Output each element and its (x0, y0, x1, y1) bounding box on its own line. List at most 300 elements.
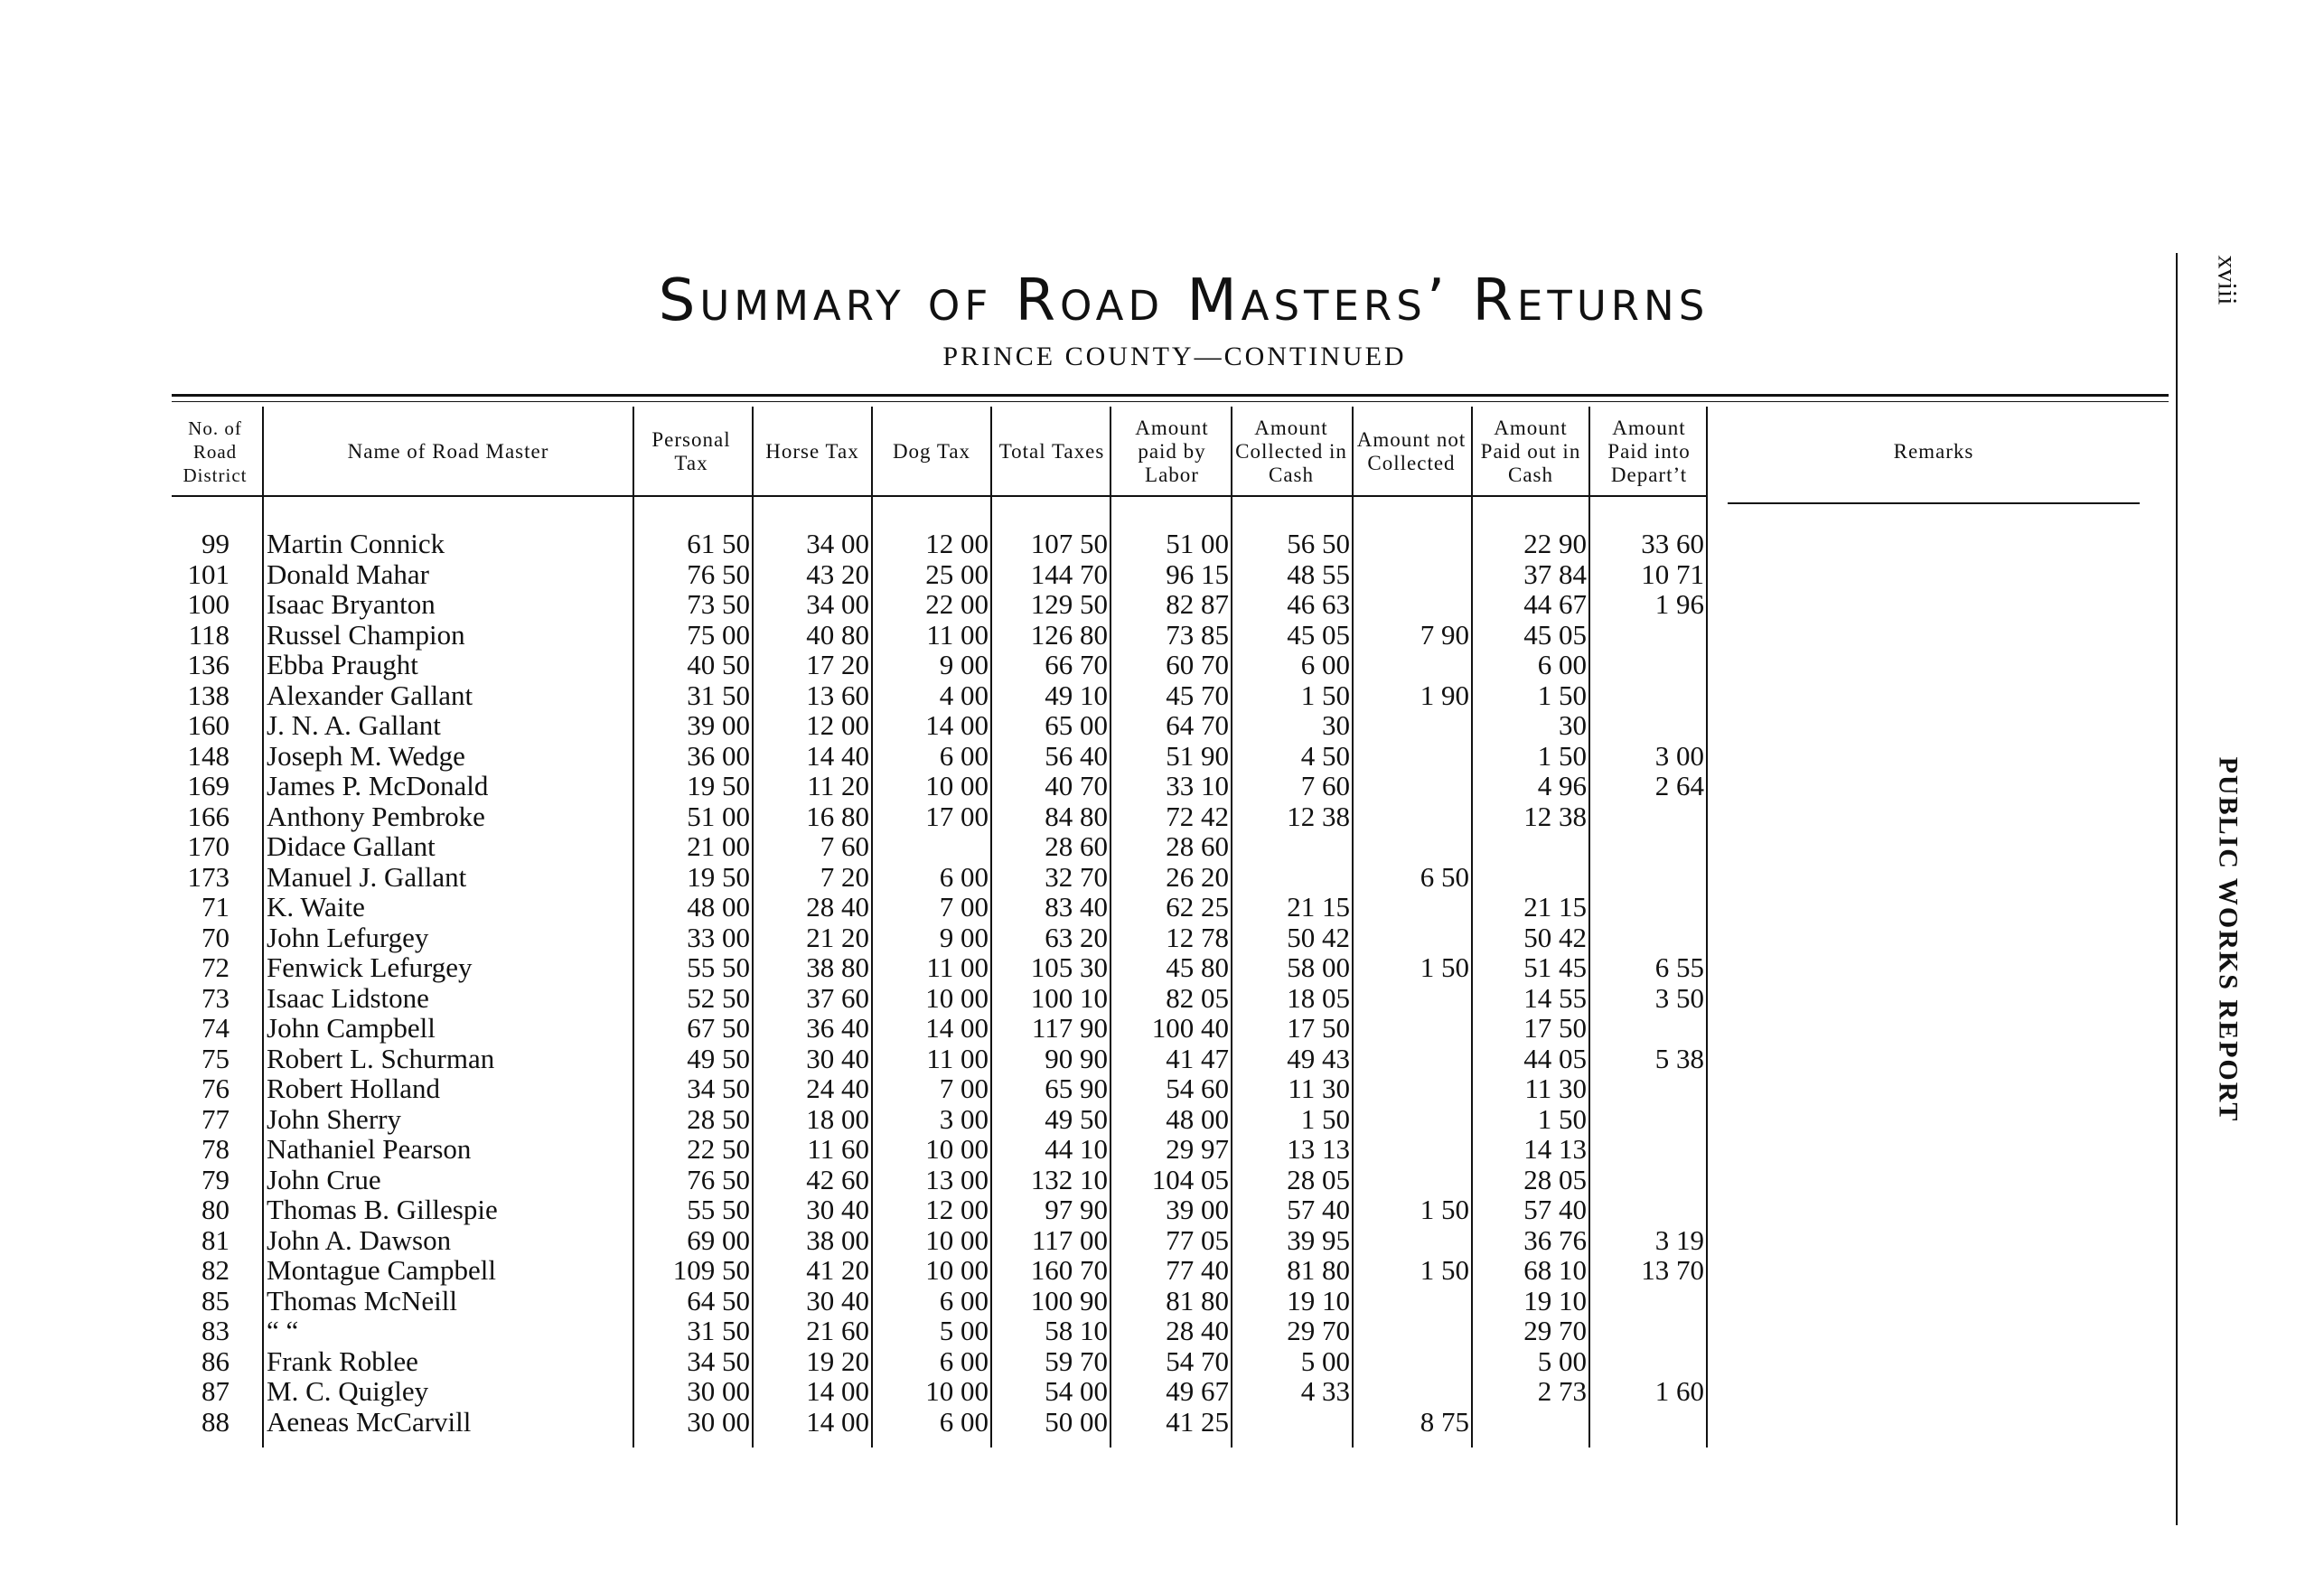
cell-not-collected (1352, 1134, 1469, 1164)
cell-total: 107 50 (1030, 528, 1108, 559)
cell-district: 166 (187, 800, 230, 832)
cell-dog: 10 00 (925, 1254, 989, 1286)
cell-personal: 73 50 (687, 588, 750, 620)
running-header (2200, 727, 2254, 1152)
cell-paid-cash (1471, 831, 1587, 861)
cell-paid-cash: 1 50 (1537, 739, 1587, 772)
cell-cash (1231, 1407, 1350, 1437)
cell-paid-cash: 44 67 (1523, 588, 1587, 620)
cell-labor: 62 25 (1166, 891, 1229, 923)
remarks-rule (1728, 502, 2140, 504)
cell-not-collected: 8 75 (1420, 1405, 1469, 1438)
cell-labor: 33 10 (1166, 770, 1229, 801)
cell-dog: 10 00 (925, 981, 989, 1014)
cell-name: Isaac Bryanton (267, 588, 436, 620)
table-row (0, 559, 2324, 589)
cell-paid-cash: 12 38 (1523, 800, 1587, 832)
cell-labor: 39 00 (1166, 1194, 1229, 1225)
cell-not-collected: 7 90 (1420, 618, 1469, 651)
cell-paid-cash: 5 00 (1537, 1344, 1587, 1377)
cell-personal: 51 00 (687, 800, 750, 832)
cell-horse: 38 80 (806, 951, 869, 983)
cell-horse: 43 20 (806, 557, 869, 590)
cell-district: 138 (187, 679, 230, 711)
cell-name: Russel Champion (267, 618, 465, 651)
running-header-text: PUBLIC WORKS REPORT (2213, 756, 2244, 1123)
cell-not-collected (1352, 771, 1469, 801)
header-dog-tax: Dog Tax (892, 440, 971, 463)
cell-paid-dept: 5 38 (1654, 1042, 1704, 1074)
cell-dog: 14 00 (925, 1012, 989, 1044)
cell-personal: 48 00 (687, 891, 750, 923)
cell-paid-dept (1588, 1104, 1704, 1134)
table-row (0, 892, 2324, 922)
cell-not-collected: 1 50 (1420, 951, 1469, 983)
cell-district: 87 (201, 1375, 230, 1407)
cell-name: Fenwick Lefurgey (267, 951, 473, 983)
cell-horse: 38 00 (806, 1223, 869, 1256)
cell-cash: 6 00 (1300, 649, 1350, 680)
cell-labor: 104 05 (1151, 1163, 1229, 1195)
header-not-collected: Amount not Collected (1356, 428, 1467, 474)
cell-horse: 7 60 (820, 830, 869, 862)
cell-horse: 30 40 (806, 1194, 869, 1225)
cell-horse: 24 40 (806, 1073, 869, 1104)
cell-labor: 51 00 (1166, 528, 1229, 559)
cell-paid-cash: 50 42 (1523, 921, 1587, 953)
cell-not-collected (1352, 1044, 1469, 1073)
cell-cash: 30 (1322, 709, 1350, 741)
cell-not-collected (1352, 741, 1469, 771)
cell-horse: 34 00 (806, 588, 869, 620)
cell-paid-cash: 51 45 (1523, 951, 1587, 983)
cell-not-collected (1352, 650, 1469, 679)
cell-labor: 12 78 (1166, 921, 1229, 953)
cell-district: 118 (188, 618, 230, 651)
cell-paid-dept (1588, 650, 1704, 679)
cell-name: Ebba Praught (267, 649, 418, 680)
cell-horse: 36 40 (806, 1012, 869, 1044)
cell-not-collected: 1 50 (1420, 1194, 1469, 1225)
cell-dog: 12 00 (925, 528, 989, 559)
cell-paid-cash: 17 50 (1523, 1012, 1587, 1044)
cell-dog: 25 00 (925, 557, 989, 590)
cell-district: 85 (201, 1284, 230, 1316)
cell-cash: 5 00 (1300, 1344, 1350, 1377)
cell-paid-cash: 2 73 (1537, 1375, 1587, 1407)
cell-district: 170 (187, 830, 230, 862)
cell-personal: 61 50 (687, 528, 750, 559)
page-edge-rule (2176, 253, 2178, 1525)
cell-labor: 28 60 (1166, 830, 1229, 862)
cell-cash: 45 05 (1287, 618, 1350, 651)
cell-paid-dept (1588, 1165, 1704, 1195)
cell-district: 136 (187, 649, 230, 680)
header-personal-tax: Personal Tax (651, 428, 731, 474)
cell-cash: 29 70 (1287, 1315, 1350, 1346)
cell-paid-dept (1588, 1134, 1704, 1164)
cell-personal: 33 00 (687, 921, 750, 953)
cell-dog: 10 00 (925, 1223, 989, 1256)
cell-dog: 11 00 (926, 951, 989, 983)
table-row (0, 1376, 2324, 1406)
cell-paid-dept: 10 71 (1641, 557, 1704, 590)
cell-paid-dept (1588, 1013, 1704, 1043)
cell-paid-dept: 1 60 (1654, 1375, 1704, 1407)
cell-paid-cash: 36 76 (1523, 1223, 1587, 1256)
cell-district: 75 (201, 1042, 230, 1074)
table-row (0, 831, 2324, 861)
cell-total: 132 10 (1030, 1163, 1108, 1195)
cell-not-collected (1352, 1165, 1469, 1195)
cell-total: 56 40 (1045, 739, 1108, 772)
cell-horse: 28 40 (806, 891, 869, 923)
cell-labor: 96 15 (1166, 557, 1229, 590)
table-row (0, 1044, 2324, 1073)
cell-personal: 64 50 (687, 1284, 750, 1316)
cell-horse: 30 40 (806, 1284, 869, 1316)
cell-total: 83 40 (1045, 891, 1108, 923)
cell-paid-cash: 37 84 (1523, 557, 1587, 590)
table-row (0, 983, 2324, 1013)
cell-not-collected: 1 90 (1420, 679, 1469, 711)
cell-labor: 45 70 (1166, 679, 1229, 711)
header-rule (172, 495, 1708, 497)
cell-dog: 5 00 (939, 1315, 989, 1346)
cell-not-collected (1352, 983, 1469, 1013)
cell-total: 65 00 (1045, 709, 1108, 741)
cell-dog: 9 00 (939, 921, 989, 953)
cell-total: 144 70 (1030, 557, 1108, 590)
cell-horse: 42 60 (806, 1163, 869, 1195)
cell-not-collected (1352, 923, 1469, 952)
cell-horse: 17 20 (806, 649, 869, 680)
header-horse-tax: Horse Tax (765, 440, 859, 463)
cell-personal: 34 50 (687, 1344, 750, 1377)
cell-horse: 11 60 (807, 1133, 869, 1165)
header-paid-into-dept: Amount Paid into Depart’t (1607, 417, 1691, 486)
header-remarks: Remarks (1893, 440, 1974, 463)
cell-paid-dept (1588, 710, 1704, 740)
cell-personal: 40 50 (687, 649, 750, 680)
cell-dog: 22 00 (925, 588, 989, 620)
top-rule-thin (172, 401, 2169, 402)
cell-total: 117 00 (1031, 1223, 1108, 1256)
cell-name: John Campbell (267, 1012, 436, 1044)
table-row (0, 952, 2324, 982)
cell-district: 72 (201, 951, 230, 983)
cell-name: K. Waite (267, 891, 365, 923)
table-row (0, 1165, 2324, 1195)
cell-not-collected (1352, 1104, 1469, 1134)
cell-dog: 7 00 (939, 891, 989, 923)
cell-cash: 81 80 (1287, 1254, 1350, 1286)
cell-district: 71 (201, 891, 230, 923)
cell-dog: 6 00 (939, 1284, 989, 1316)
cell-not-collected (1352, 559, 1469, 589)
table-row (0, 862, 2324, 892)
cell-horse: 37 60 (806, 981, 869, 1014)
cell-not-collected (1352, 1073, 1469, 1103)
cell-total: 63 20 (1045, 921, 1108, 953)
cell-dog: 11 00 (926, 618, 989, 651)
cell-paid-dept (1588, 831, 1704, 861)
cell-cash: 56 50 (1287, 528, 1350, 559)
table-row (0, 680, 2324, 710)
table-row (0, 710, 2324, 740)
cell-district: 77 (201, 1102, 230, 1135)
cell-horse: 30 40 (806, 1042, 869, 1074)
cell-dog: 17 00 (925, 800, 989, 832)
cell-personal: 31 50 (687, 679, 750, 711)
cell-not-collected (1352, 1346, 1469, 1376)
cell-district: 148 (187, 739, 230, 772)
cell-name: Thomas McNeill (267, 1284, 457, 1316)
cell-paid-dept (1588, 892, 1704, 922)
cell-district: 160 (187, 709, 230, 741)
cell-total: 54 00 (1045, 1375, 1108, 1407)
cell-not-collected (1352, 1225, 1469, 1255)
page-subtitle: PRINCE COUNTY—CONTINUED (942, 342, 1407, 371)
cell-paid-dept (1588, 862, 1704, 892)
cell-name: Montague Campbell (267, 1254, 496, 1286)
cell-total: 97 90 (1045, 1194, 1108, 1225)
cell-dog: 10 00 (925, 1133, 989, 1165)
cell-cash (1231, 862, 1350, 892)
cell-paid-cash: 1 50 (1537, 679, 1587, 711)
table-row (0, 1255, 2324, 1285)
cell-total: 160 70 (1030, 1254, 1108, 1286)
cell-district: 74 (201, 1012, 230, 1044)
cell-paid-dept: 3 00 (1654, 739, 1704, 772)
cell-cash: 28 05 (1287, 1163, 1350, 1195)
cell-paid-dept (1588, 1286, 1704, 1316)
cell-horse: 21 20 (806, 921, 869, 953)
cell-personal: 55 50 (687, 951, 750, 983)
cell-name: Alexander Gallant (267, 679, 473, 711)
cell-dog: 12 00 (925, 1194, 989, 1225)
cell-not-collected (1352, 801, 1469, 831)
table-row (0, 923, 2324, 952)
cell-name: James P. McDonald (267, 770, 489, 801)
cell-dog: 10 00 (925, 1375, 989, 1407)
cell-cash: 57 40 (1287, 1194, 1350, 1225)
cell-personal: 22 50 (687, 1133, 750, 1165)
cell-labor: 73 85 (1166, 618, 1229, 651)
cell-labor: 100 40 (1151, 1012, 1229, 1044)
cell-paid-dept: 33 60 (1641, 528, 1704, 559)
cell-paid-cash: 6 00 (1537, 649, 1587, 680)
page-title: Summary of Road Masters’ Returns (658, 267, 1710, 334)
cell-name: Martin Connick (267, 528, 445, 559)
cell-dog: 6 00 (939, 1405, 989, 1438)
cell-paid-cash (1471, 862, 1587, 892)
cell-paid-cash: 14 55 (1523, 981, 1587, 1014)
cell-horse: 13 60 (806, 679, 869, 711)
header-paid-by-labor: Amount paid by Labor (1135, 417, 1209, 486)
cell-paid-cash: 1 50 (1537, 1102, 1587, 1135)
cell-paid-cash: 11 30 (1524, 1073, 1587, 1104)
cell-district: 88 (201, 1405, 230, 1438)
cell-paid-cash: 14 13 (1523, 1133, 1587, 1165)
cell-name: Nathaniel Pearson (267, 1133, 472, 1165)
cell-name: Donald Mahar (267, 557, 429, 590)
table-row (0, 1195, 2324, 1224)
cell-paid-dept: 13 70 (1641, 1254, 1704, 1286)
cell-cash: 13 13 (1287, 1133, 1350, 1165)
cell-name: Joseph M. Wedge (267, 739, 465, 772)
cell-name: John Crue (267, 1163, 381, 1195)
cell-district: 76 (201, 1073, 230, 1104)
cell-cash: 18 05 (1287, 981, 1350, 1014)
cell-personal: 109 50 (672, 1254, 750, 1286)
cell-personal: 69 00 (687, 1223, 750, 1256)
cell-personal: 30 00 (687, 1405, 750, 1438)
cell-name: John A. Dawson (267, 1223, 452, 1256)
cell-labor: 64 70 (1166, 709, 1229, 741)
cell-paid-dept (1588, 620, 1704, 650)
cell-paid-dept (1588, 923, 1704, 952)
cell-cash: 48 55 (1287, 557, 1350, 590)
cell-labor: 26 20 (1166, 860, 1229, 893)
cell-horse: 11 20 (807, 770, 869, 801)
table-row (0, 1316, 2324, 1345)
cell-paid-cash: 30 (1559, 709, 1587, 741)
page-number-text: xviii (2212, 255, 2243, 305)
cell-name: Robert Holland (267, 1073, 440, 1104)
table-row (0, 650, 2324, 679)
cell-paid-cash: 44 05 (1523, 1042, 1587, 1074)
cell-total: 49 50 (1045, 1102, 1108, 1135)
cell-dog: 6 00 (939, 860, 989, 893)
cell-total: 59 70 (1045, 1344, 1108, 1377)
cell-horse: 16 80 (806, 800, 869, 832)
cell-total: 84 80 (1045, 800, 1108, 832)
header-district: No. of Road District (183, 417, 248, 486)
cell-horse: 14 00 (806, 1405, 869, 1438)
cell-district: 79 (201, 1163, 230, 1195)
table-row (0, 1104, 2324, 1134)
cell-paid-dept: 3 19 (1654, 1223, 1704, 1256)
cell-district: 81 (201, 1223, 230, 1256)
cell-cash: 49 43 (1287, 1042, 1350, 1074)
cell-labor: 54 60 (1166, 1073, 1229, 1104)
cell-total: 58 10 (1045, 1315, 1108, 1346)
cell-horse: 40 80 (806, 618, 869, 651)
cell-not-collected (1352, 831, 1469, 861)
cell-total: 129 50 (1030, 588, 1108, 620)
cell-cash: 1 50 (1300, 679, 1350, 711)
cell-paid-dept: 2 64 (1654, 770, 1704, 801)
cell-labor: 77 05 (1166, 1223, 1229, 1256)
cell-labor: 51 90 (1166, 739, 1229, 772)
cell-paid-cash: 68 10 (1523, 1254, 1587, 1286)
cell-cash: 4 33 (1300, 1375, 1350, 1407)
cell-total: 100 10 (1030, 981, 1108, 1014)
cell-personal: 21 00 (687, 830, 750, 862)
top-rule (172, 394, 2169, 397)
cell-total: 28 60 (1045, 830, 1108, 862)
cell-total: 44 10 (1045, 1133, 1108, 1165)
cell-paid-cash: 57 40 (1523, 1194, 1587, 1225)
cell-personal: 55 50 (687, 1194, 750, 1225)
cell-dog: 14 00 (925, 709, 989, 741)
cell-horse: 21 60 (806, 1315, 869, 1346)
cell-district: 83 (201, 1315, 230, 1346)
cell-dog: 11 00 (926, 1042, 989, 1074)
cell-horse: 7 20 (820, 860, 869, 893)
cell-paid-dept: 3 50 (1654, 981, 1704, 1014)
cell-district: 80 (201, 1194, 230, 1225)
cell-cash: 12 38 (1287, 800, 1350, 832)
cell-not-collected (1352, 589, 1469, 619)
cell-horse: 18 00 (806, 1102, 869, 1135)
cell-labor: 45 80 (1166, 951, 1229, 983)
cell-personal: 67 50 (687, 1012, 750, 1044)
table-row (0, 529, 2324, 558)
cell-cash: 1 50 (1300, 1102, 1350, 1135)
cell-name: Frank Roblee (267, 1344, 418, 1377)
cell-labor: 60 70 (1166, 649, 1229, 680)
cell-paid-dept: 6 55 (1654, 951, 1704, 983)
cell-total: 90 90 (1045, 1042, 1108, 1074)
table-row (0, 801, 2324, 831)
cell-cash (1231, 831, 1350, 861)
cell-personal: 36 00 (687, 739, 750, 772)
cell-personal: 52 50 (687, 981, 750, 1014)
cell-dog: 6 00 (939, 739, 989, 772)
cell-personal: 76 50 (687, 1163, 750, 1195)
cell-total: 105 30 (1030, 951, 1108, 983)
cell-cash: 7 60 (1300, 770, 1350, 801)
cell-district: 78 (201, 1133, 230, 1165)
cell-name: Thomas B. Gillespie (267, 1194, 498, 1225)
cell-dog: 4 00 (939, 679, 989, 711)
cell-cash: 11 30 (1288, 1073, 1350, 1104)
cell-horse: 41 20 (806, 1254, 869, 1286)
cell-total: 49 10 (1045, 679, 1108, 711)
cell-not-collected: 1 50 (1420, 1254, 1469, 1286)
cell-name: J. N. A. Gallant (267, 709, 441, 741)
cell-paid-dept (1588, 1073, 1704, 1103)
table-row (0, 1286, 2324, 1316)
cell-name: Aeneas McCarvill (267, 1405, 472, 1438)
cell-labor: 72 42 (1166, 800, 1229, 832)
table-row (0, 1346, 2324, 1376)
cell-labor: 77 40 (1166, 1254, 1229, 1286)
cell-paid-cash: 4 96 (1537, 770, 1587, 801)
cell-district: 82 (201, 1254, 230, 1286)
cell-personal: 19 50 (687, 860, 750, 893)
cell-total: 65 90 (1045, 1073, 1108, 1104)
cell-district: 173 (187, 860, 230, 893)
cell-district: 86 (201, 1344, 230, 1377)
table-row (0, 1225, 2324, 1255)
cell-not-collected (1352, 529, 1469, 558)
cell-personal: 76 50 (687, 557, 750, 590)
cell-paid-cash: 28 05 (1523, 1163, 1587, 1195)
cell-labor: 29 97 (1166, 1133, 1229, 1165)
table-row (0, 1407, 2324, 1437)
page-number (2200, 244, 2254, 316)
cell-name: Isaac Lidstone (267, 981, 429, 1014)
cell-paid-cash: 45 05 (1523, 618, 1587, 651)
header-collected-cash: Amount Collected in Cash (1235, 417, 1347, 486)
cell-paid-dept (1588, 680, 1704, 710)
cell-cash: 17 50 (1287, 1012, 1350, 1044)
cell-paid-cash: 22 90 (1523, 528, 1587, 559)
cell-name: M. C. Quigley (267, 1375, 429, 1407)
